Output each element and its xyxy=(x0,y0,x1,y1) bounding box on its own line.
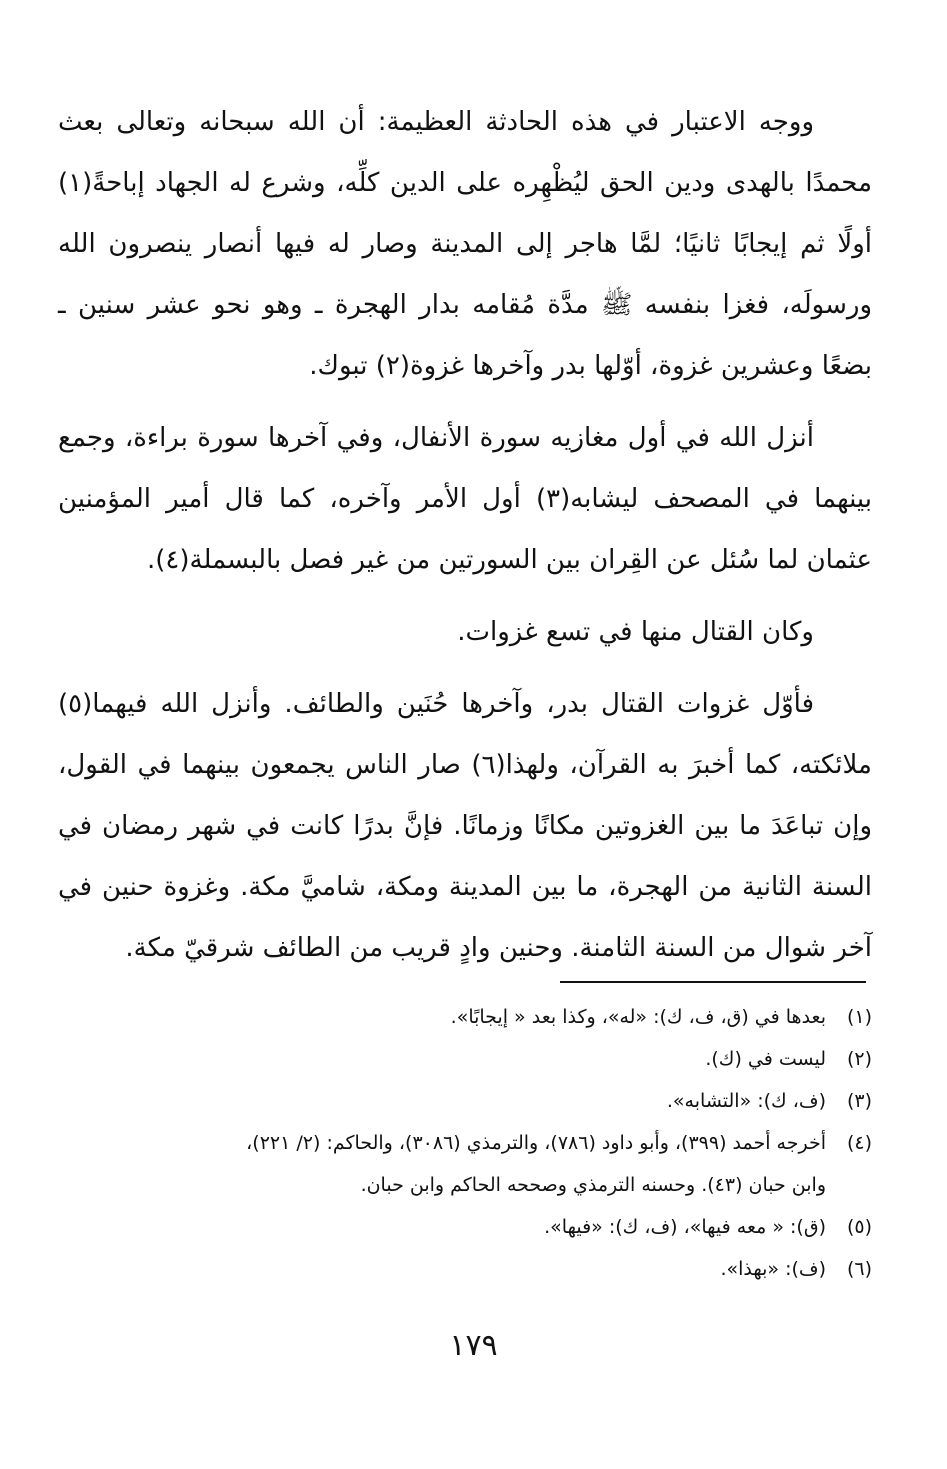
footnote-text: ليست في (ك). xyxy=(705,1048,826,1070)
footnote-text: (ق): « معه فيها»، (ف، ك): «فيها». xyxy=(544,1216,826,1238)
paragraph: وكان القتال منها في تسع غزوات. xyxy=(457,617,814,647)
footnote-item xyxy=(60,1080,872,1122)
paragraph: أنزل الله في أول مغازيه سورة الأنفال، وفي آخرها سورة براءة، وجمع بينهما في المصحف ليشابه(٣) أول الأمر وآخره، كما قال أمير المؤمنين عثمان لما سُئل عن القِران بين السورتين من غير فصل بالبسملة(٤). xyxy=(58,423,872,575)
footnote-item xyxy=(60,996,872,1038)
footnote-text: (ف، ك): «التشابه». xyxy=(666,1090,826,1112)
footnote-text: بعدها في (ق، ف، ك): «له»، وكذا بعد « إيجابًا». xyxy=(450,1006,826,1028)
footnote-text: أخرجه أحمد (٣٩٩)، وأبو داود (٧٨٦)، والترمذي (٣٠٨٦)، والحاكم: (٢/ ٢٢١)، xyxy=(246,1132,826,1154)
footnote-number: (٤) xyxy=(846,1132,872,1154)
footnote-number: (١) xyxy=(846,1006,872,1028)
footnote-number: (٥) xyxy=(846,1216,872,1238)
footnote-item xyxy=(60,1122,872,1206)
page-number: ١٧٩ xyxy=(449,1328,498,1363)
footnote-number: (٢) xyxy=(846,1048,872,1070)
paragraph: فأوّل غزوات القتال بدر، وآخرها حُنَين والطائف. وأنزل الله فيهما(٥) ملائكته، كما أخبرَ به القرآن، ولهذا(٦) صار الناس يجمعون بينهما في القول، وإن تباعَدَ ما بين الغزوتين مكانًا وزمانًا. فإنَّ بدرًا كانت في شهر رمضان في السنة الثانية من الهجرة، ما بين المدينة ومكة، شاميَّ مكة. وغزوة حنين في آخر شوال من السنة الثامنة. وحنين وادٍ قريب من الطائف شرقيّ مكة. xyxy=(58,689,872,963)
footnote-text: (ف): «بهذا». xyxy=(720,1258,826,1280)
footnote-number: (٣) xyxy=(846,1090,872,1112)
footnote-item xyxy=(60,1248,872,1290)
footnote-separator xyxy=(560,981,866,983)
footnote-continuation: وابن حبان (٤٣). وحسنه الترمذي وصححه الحاكم وابن حبان. xyxy=(360,1174,826,1196)
paragraph: ووجه الاعتبار في هذه الحادثة العظيمة: أن الله سبحانه وتعالى بعث محمدًا بالهدى ودين الحق ليُظْهِره على الدين كلِّه، وشرع له الجهاد إباحةً(١) أولًا ثم إيجابًا ثانيًا؛ لمَّا هاجر إلى المدينة وصار له فيها أنصار ينصرون الله ورسولَه، فغزا بنفسه ﷺ مدَّة مُقامه بدار الهجرة ـ وهو نحو عشر سنين ـ بضعًا وعشرين غزوة، أوّلها بدر وآخرها غزوة(٢) تبوك. xyxy=(58,107,872,381)
footnotes xyxy=(60,996,872,1290)
footnote-item xyxy=(60,1038,872,1080)
main-text xyxy=(58,92,872,979)
footnote-number: (٦) xyxy=(846,1258,872,1280)
footnote-item xyxy=(60,1206,872,1248)
